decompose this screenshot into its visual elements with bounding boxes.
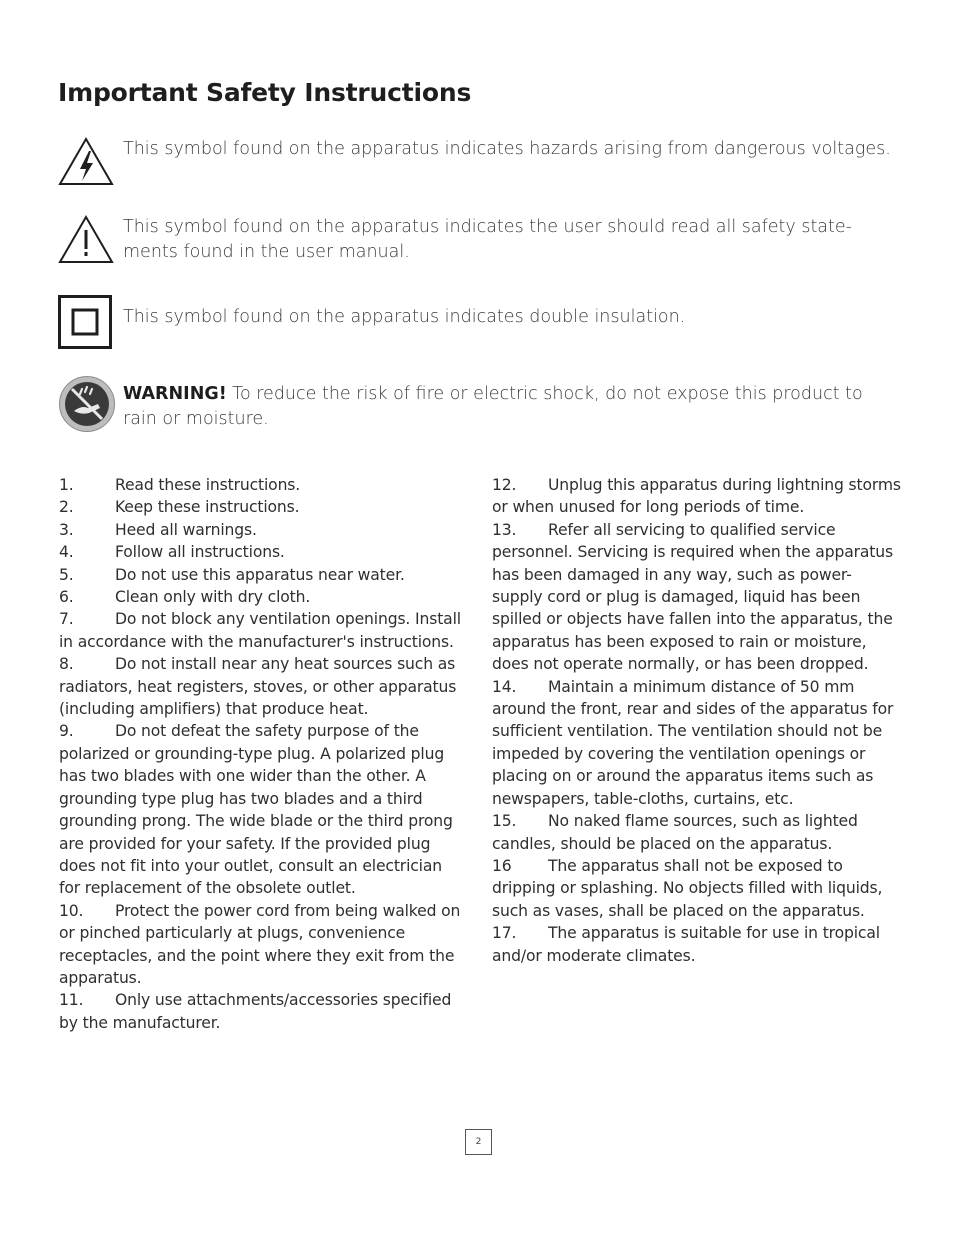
instruction-item (492, 810, 902, 855)
instruction-number: 1. (59, 476, 74, 494)
instruction-number: 5. (59, 565, 74, 584)
symbol-description: This symbol found on the apparatus indicates double insulation. (123, 307, 686, 327)
instruction-item (59, 720, 464, 899)
instruction-text: No naked flame sources, such as lighted candles, should be placed on the apparatus. (492, 812, 858, 853)
instruction-text: Keep these instructions. (115, 498, 300, 517)
instruction-text: Clean only with dry cloth. (115, 588, 311, 607)
instruction-text: Do not block any ventilation openings. Install in accordance with the manufacturer's instructions. (59, 610, 461, 651)
warning-text (123, 382, 898, 431)
instruction-text: Heed all warnings. (115, 520, 257, 539)
instruction-item (59, 541, 464, 563)
symbol-description: This symbol found on the apparatus indicates the user should read all safety state-ments found in the user manual. (123, 217, 852, 262)
instruction-item (59, 564, 464, 586)
instruction-text: The apparatus is suitable for use in tropical and/or moderate climates. (492, 924, 880, 965)
instruction-text: Protect the power cord from being walked on or pinched particularly at plugs, convenience receptacles, and the point where they exit from the apparatus. (59, 901, 461, 987)
instruction-text: Follow all instructions. (115, 543, 285, 562)
instruction-item (59, 586, 464, 608)
instruction-number: 16 (492, 856, 512, 875)
instructions-left-column (59, 474, 464, 1034)
instruction-item (492, 676, 902, 810)
instruction-number: 7. (59, 610, 74, 629)
instruction-number: 17. (492, 924, 517, 943)
instruction-item (59, 608, 464, 653)
instruction-number: 12. (492, 476, 517, 494)
no-water-exposure-icon (58, 375, 116, 433)
instruction-number: 10. (59, 901, 84, 920)
instruction-item (59, 989, 464, 1034)
instruction-item (59, 653, 464, 720)
instructions-right-column (492, 474, 902, 967)
exclamation-warning-icon (58, 215, 114, 265)
instruction-item (59, 519, 464, 541)
instruction-item (492, 474, 902, 519)
warning-label: WARNING! (123, 384, 227, 404)
instruction-text: Do not defeat the safety purpose of the polarized or grounding-type plug. A polarized plug has two blades with one wider than the other. A grounding type plug has two blades and a third grounding prong. The wide blade or the third prong are provided for your safety. If the provided plug does not fit into your outlet, consult an electrician for replacement of the obsolete outlet. (59, 722, 453, 898)
page-number: 2 (465, 1129, 492, 1155)
instruction-text: Refer all servicing to qualified service personnel. Servicing is required when the apparatus has been damaged in any way, such as power-supply cord or plug is damaged, liquid has been spilled or objects have fallen into the apparatus, the apparatus has been exposed to rain or moisture, does not operate normally, or has been dropped. (492, 520, 893, 674)
instruction-text: Unplug this apparatus during lightning storms or when unused for long periods of time. (492, 476, 901, 517)
instruction-number: 2. (59, 498, 74, 517)
instruction-text: The apparatus shall not be exposed to dripping or splashing. No objects filled with liquids, such as vases, shall be placed on the apparatus. (492, 856, 883, 920)
instruction-number: 4. (59, 543, 74, 562)
instruction-text: Do not install near any heat sources such as radiators, heat registers, stoves, or other apparatus (including amplifiers) that produce heat. (59, 655, 457, 719)
instruction-text: Read these instructions. (115, 476, 301, 494)
instruction-item (492, 922, 902, 967)
instruction-number: 8. (59, 655, 74, 674)
instruction-item (492, 855, 902, 922)
instruction-number: 11. (59, 991, 84, 1010)
instruction-number: 14. (492, 677, 517, 696)
instruction-number: 13. (492, 520, 517, 539)
instruction-text: Only use attachments/accessories specified by the manufacturer. (59, 991, 452, 1032)
double-insulation-icon (58, 295, 114, 351)
instruction-item (59, 474, 464, 496)
instruction-item (492, 519, 902, 676)
instruction-text: Do not use this apparatus near water. (115, 565, 405, 584)
instruction-number: 9. (59, 722, 74, 741)
page-title: Important Safety Instructions (58, 78, 472, 107)
instruction-number: 3. (59, 520, 74, 539)
lightning-warning-icon (58, 137, 114, 187)
warning-message: To reduce the risk of fire or electric shock, do not expose this product to rain or moisture. (123, 384, 863, 429)
instruction-number: 15. (492, 812, 517, 831)
symbol-description: This symbol found on the apparatus indicates hazards arising from dangerous voltages. (123, 139, 891, 159)
instruction-number: 6. (59, 588, 74, 607)
instruction-item (59, 900, 464, 990)
instruction-item (59, 496, 464, 518)
instruction-text: Maintain a minimum distance of 50 mm around the front, rear and sides of the apparatus for sufficient ventilation. The ventilation should not be impeded by covering the ventilation openings or placing on or around the apparatus items such as newspapers, table-cloths, curtains, etc. (492, 677, 894, 808)
